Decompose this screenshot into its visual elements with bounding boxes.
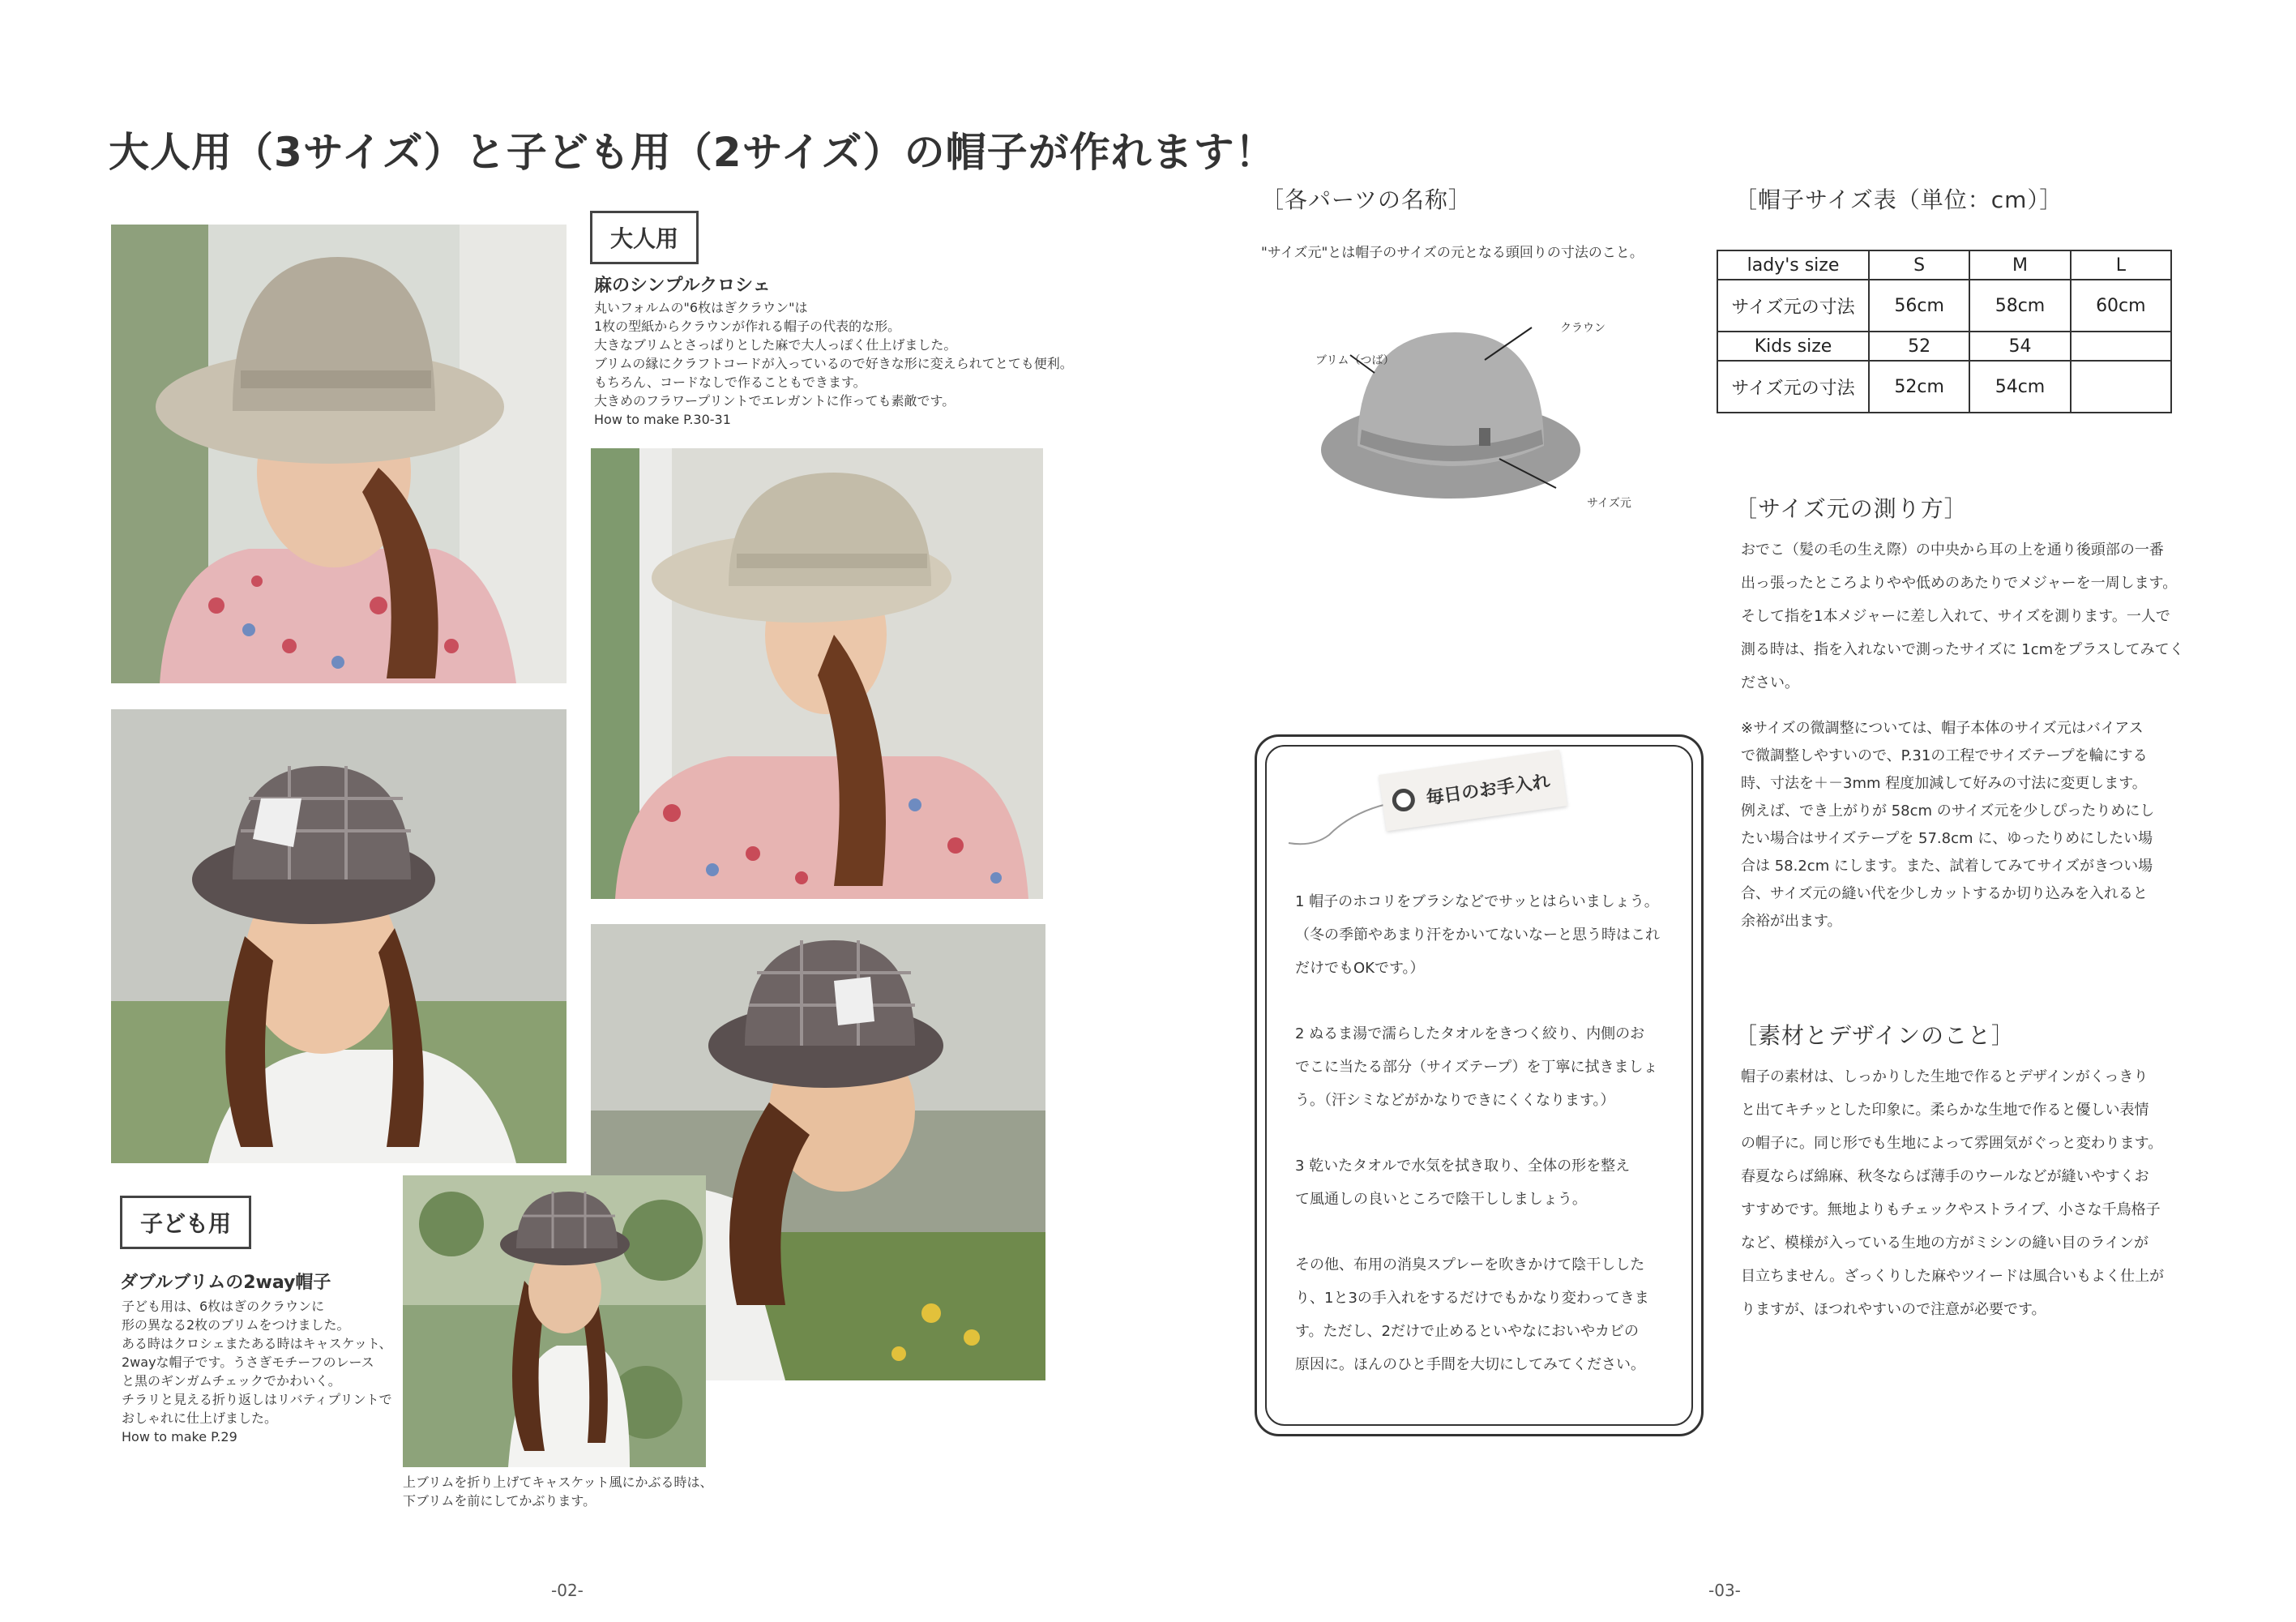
design-line: すすめです。無地よりもチェックやストライプ、小さな千鳥格子 — [1741, 1201, 2161, 1218]
kids-line: 子ども用は、6枚はぎのクラウンに — [122, 1299, 325, 1314]
parts-heading: ［各パーツの名称］ — [1261, 186, 1472, 213]
kids-badge: 子ども用 — [120, 1196, 251, 1249]
kids-photo-caption — [403, 1473, 743, 1510]
care-item-1 — [1295, 885, 1684, 985]
adult-line: 1枚の型紙からクラウンが作れる帽子の代表的な形。 — [594, 319, 901, 334]
table-cell: 54cm — [1969, 361, 2070, 413]
design-line: 帽子の素材は、しっかりした生地で作るとデザインがくっきり — [1741, 1068, 2148, 1085]
kids-line: 形の異なる2枚のブリムをつけました。 — [122, 1317, 350, 1333]
measure-line: ださい。 — [1741, 674, 1799, 691]
label-crown: クラウン — [1560, 322, 1605, 335]
table-cell: 58cm — [1969, 280, 2070, 332]
page-number-left: -02- — [551, 1581, 584, 1600]
kids-line: チラリと見える折り返しはリバティプリントで — [122, 1392, 392, 1407]
table-cell: lady's size — [1717, 250, 1869, 280]
design-line: の帽子に。同じ形でも生地によって雰囲気がぐっと変わります。 — [1741, 1135, 2163, 1152]
table-cell: L — [2071, 250, 2171, 280]
care-line: 1 帽子のホコリをブラシなどでサッとはらいましょう。 — [1295, 893, 1659, 910]
kids-description — [122, 1297, 397, 1446]
table-cell: S — [1869, 250, 1969, 280]
label-size-base: サイズ元 — [1587, 497, 1631, 510]
caption-line: 下ブリムを前にしてかぶります。 — [403, 1493, 596, 1509]
care-line: う。（汗シミなどがかなりできにくくなります。） — [1295, 1092, 1615, 1109]
care-line: その他、布用の消臭スプレーを吹きかけて陰干しした — [1295, 1256, 1645, 1273]
adult-line: 大きめのフラワープリントでエレガントに作っても素敵です。 — [594, 393, 956, 409]
adult-line: 大きなブリムとさっぱりとした麻で大人っぽく仕上げました。 — [594, 337, 957, 353]
note-line: 余裕が出ます。 — [1741, 913, 1842, 930]
table-cell — [2071, 361, 2171, 413]
table-cell: Kids size — [1717, 332, 1869, 361]
adult-line: 丸いフォルムの"6枚はぎクラウン"は — [594, 300, 808, 315]
design-line: 目立ちません。ざっくりした麻やツイードは風合いもよく仕上が — [1741, 1268, 2165, 1285]
table-row — [1717, 250, 2171, 280]
care-line: でこに当たる部分（サイズテープ）を丁寧に拭きましょ — [1295, 1059, 1658, 1076]
table-cell: 52cm — [1869, 361, 1969, 413]
table-row — [1717, 280, 2171, 332]
note-line: ※サイズの微調整については、帽子本体のサイズ元はバイアス — [1741, 720, 2144, 737]
adult-line: ブリムの縁にクラフトコードが入っているので好きな形に変えられてとても便利。 — [594, 356, 1073, 371]
note-line: たい場合はサイズテープを 57.8cm に、ゆったりめにしたい場 — [1741, 830, 2153, 847]
design-line: 春夏ならば綿麻、秋冬ならば薄手のウールなどが縫いやすくお — [1741, 1168, 2149, 1185]
care-item-2 — [1295, 1017, 1684, 1117]
adult-how-to-make: How to make P.30-31 — [594, 412, 731, 427]
measure-line: 測る時は、指を入れないで測ったサイズに 1cmをプラスしてみてく — [1741, 641, 2184, 658]
design-line: など、模様が入っている生地の方がミシンの縫い目のラインが — [1741, 1235, 2149, 1252]
note-line: 例えば、でき上がりが 58cm のサイズ元を少しぴったりめにし — [1741, 802, 2155, 820]
kids-how-to-make: How to make P.29 — [122, 1429, 237, 1444]
size-table-heading: ［帽子サイズ表（単位：cm）］ — [1734, 186, 2063, 213]
tag-hole-icon — [1391, 787, 1417, 813]
page-number-right: -03- — [1708, 1581, 1741, 1600]
table-row — [1717, 332, 2171, 361]
label-brim: ブリム（つば） — [1315, 354, 1395, 367]
photo-kids-hat-casquette — [403, 1175, 706, 1467]
care-items — [1295, 885, 1684, 1381]
parts-note: "サイズ元"とは帽子のサイズの元となる頭回りの寸法のこと。 — [1261, 245, 1644, 261]
table-cell: M — [1969, 250, 2070, 280]
table-cell — [2071, 332, 2171, 361]
note-line: 合、サイズ元の縫い代を少しカットするか切り込みを入れると — [1741, 885, 2148, 902]
measure-line: 出っ張ったところよりやや低めのあたりでメジャーを一周します。 — [1741, 575, 2178, 592]
care-item-3 — [1295, 1149, 1684, 1216]
table-cell: サイズ元の寸法 — [1717, 361, 1869, 413]
design-line: りますが、ほつれやすいので注意が必要です。 — [1741, 1301, 2046, 1318]
measure-line: そして指を1本メジャーに差し入れて、サイズを測ります。一人で — [1741, 608, 2170, 625]
photo-adult-hat-front — [111, 225, 567, 683]
kids-line: ある時はクロシェまたある時はキャスケット、 — [122, 1336, 392, 1351]
adult-line: もちろん、コードなしで作ることもできます。 — [594, 374, 866, 390]
measure-line: おでこ（髪の毛の生え際）の中央から耳の上を通り後頭部の一番 — [1741, 541, 2164, 558]
table-cell: 52 — [1869, 332, 1969, 361]
design-line: と出てキチッとした印象に。柔らかな生地で作ると優しい表情 — [1741, 1102, 2149, 1119]
table-row — [1717, 361, 2171, 413]
care-line: だけでもOKです。） — [1295, 960, 1425, 977]
care-line: 3 乾いたタオルで水気を拭き取り、全体の形を整え — [1295, 1158, 1631, 1175]
care-line: 2 ぬるま湯で濡らしたタオルをきつく絞り、内側のお — [1295, 1025, 1645, 1042]
care-line: て風通しの良いところで陰干ししましょう。 — [1295, 1191, 1587, 1208]
measure-note — [1741, 715, 2195, 935]
care-item-other — [1295, 1248, 1684, 1381]
kids-line: おしゃれに仕上げました。 — [122, 1410, 278, 1426]
table-cell: 60cm — [2071, 280, 2171, 332]
photo-kids-hat-front — [111, 709, 567, 1163]
note-line: で微調整しやすいので、P.31の工程でサイズテープを輪にする — [1741, 747, 2148, 764]
care-tag-label: 毎日のお手入れ — [1425, 771, 1552, 809]
design-text — [1741, 1060, 2195, 1326]
adult-description — [594, 298, 1097, 429]
note-line: 時、寸法を＋－3mm 程度加減して好みの寸法に変更します。 — [1741, 775, 2147, 792]
table-cell: サイズ元の寸法 — [1717, 280, 1869, 332]
care-line: 原因に。ほんのひと手間を大切にしてみてください。 — [1295, 1356, 1645, 1373]
kids-heading: ダブルブリムの2way帽子 — [120, 1273, 331, 1293]
design-heading: ［素材とデザインのこと］ — [1734, 1022, 2016, 1049]
adult-heading: 麻のシンプルクロシェ — [594, 276, 771, 296]
note-line: 合は 58.2cm にします。また、試着してみてサイズがきつい場 — [1741, 858, 2153, 875]
size-table — [1717, 250, 2172, 413]
measure-heading: ［サイズ元の測り方］ — [1734, 495, 1968, 522]
kids-line: 2wayな帽子です。うさぎモチーフのレース — [122, 1355, 374, 1370]
care-line: す。ただし、2だけで止めるといやなにおいやカビの — [1295, 1323, 1640, 1340]
kids-line: と黒のギンガムチェックでかわいく。 — [122, 1373, 341, 1389]
table-cell: 56cm — [1869, 280, 1969, 332]
caption-line: 上ブリムを折り上げてキャスケット風にかぶる時は、 — [403, 1474, 713, 1490]
photo-adult-hat-side — [591, 448, 1043, 899]
measure-text — [1741, 533, 2195, 700]
adult-badge: 大人用 — [590, 211, 699, 264]
table-cell: 54 — [1969, 332, 2070, 361]
care-line: （冬の季節やあまり汗をかいてないなーと思う時はこれ — [1295, 927, 1660, 944]
care-line: り、1と3の手入れをするだけでもかなり変わってきま — [1295, 1290, 1649, 1307]
page-title: 大人用（3サイズ）と子ども用（2サイズ）の帽子が作れます！ — [109, 129, 1276, 176]
